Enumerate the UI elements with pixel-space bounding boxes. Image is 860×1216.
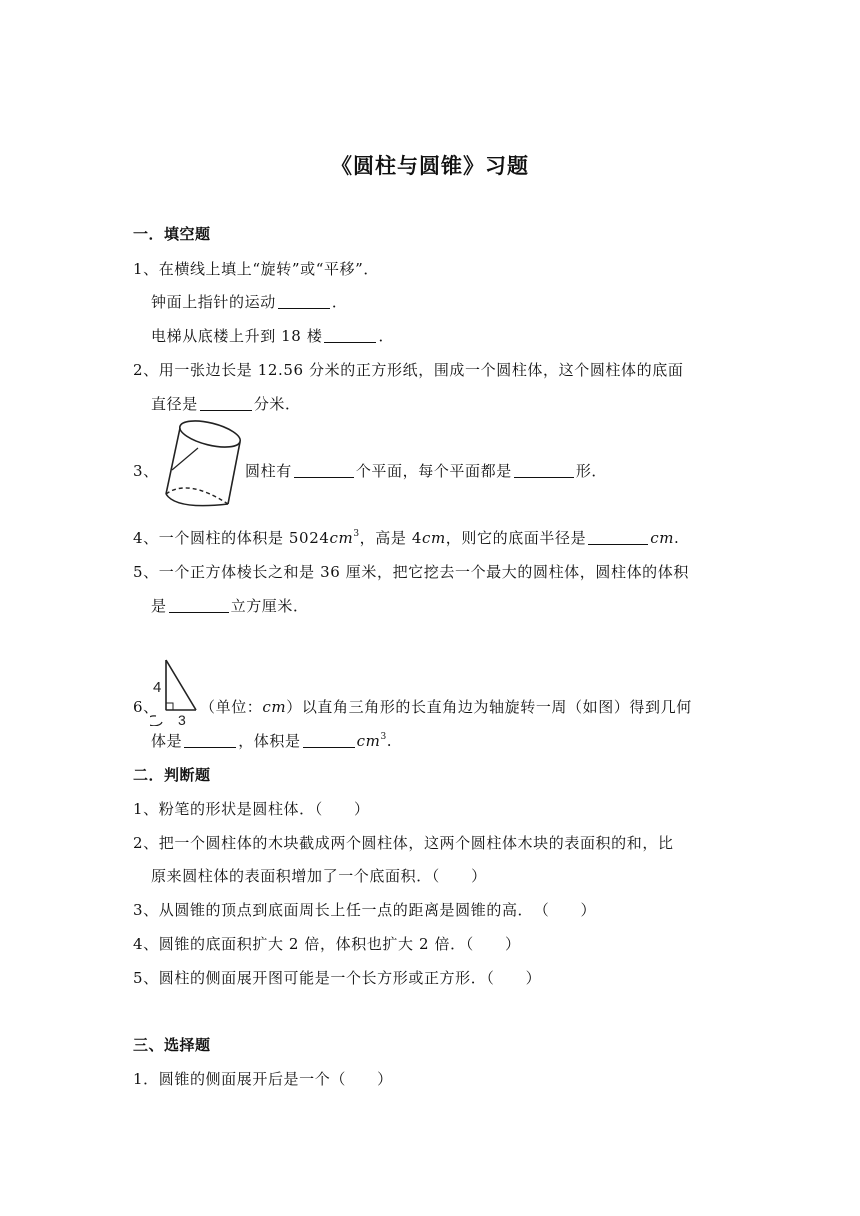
answer-blank[interactable] bbox=[324, 328, 376, 343]
triangle-height-label: 4 bbox=[153, 679, 162, 696]
question-text: 立方厘米． bbox=[230, 597, 309, 615]
unit: cm bbox=[329, 529, 354, 547]
judge-item-continued bbox=[151, 866, 487, 886]
question-text: ，则它的底面半径是 bbox=[445, 529, 587, 547]
question-number: 5、 bbox=[133, 969, 159, 987]
unit: cm bbox=[650, 529, 675, 547]
question-text: 从圆锥的顶点到底面周长上任一点的距离是圆锥的高． （ ） bbox=[158, 901, 597, 919]
question-number: 5、 bbox=[133, 563, 159, 581]
superscript: 3 bbox=[353, 529, 360, 539]
answer-blank[interactable] bbox=[514, 463, 574, 478]
question-number: 4、 bbox=[133, 935, 159, 953]
superscript: 3 bbox=[380, 732, 387, 742]
question-1-part-a bbox=[151, 292, 347, 312]
punctuation: ． bbox=[331, 293, 348, 311]
answer-blank[interactable] bbox=[588, 530, 648, 545]
punctuation: ． bbox=[378, 327, 395, 345]
question-number: 3、 bbox=[133, 462, 159, 480]
question-text: 圆柱有 bbox=[245, 462, 292, 480]
judge-item bbox=[133, 833, 674, 853]
question-text: （单位： bbox=[200, 698, 263, 716]
question-number: 6、 bbox=[133, 698, 159, 716]
question-number: 3、 bbox=[133, 901, 159, 919]
answer-blank[interactable] bbox=[303, 733, 355, 748]
question-number: 2、 bbox=[133, 834, 159, 852]
judge-item bbox=[133, 968, 541, 988]
page-title: 《圆柱与圆锥》习题 bbox=[331, 154, 529, 178]
answer-blank[interactable] bbox=[200, 396, 252, 411]
question-6-continued bbox=[151, 731, 392, 751]
question-6-number bbox=[133, 697, 159, 717]
section-heading-choice: 三、选择题 bbox=[133, 1036, 211, 1054]
question-3-text bbox=[245, 461, 607, 481]
answer-blank[interactable] bbox=[169, 598, 229, 613]
judge-item bbox=[133, 900, 596, 920]
question-text: 直径是 bbox=[151, 395, 198, 413]
part-text: 电梯从底楼上升到 18 楼 bbox=[151, 327, 323, 345]
question-text: 是 bbox=[151, 597, 167, 615]
question-number: 1． bbox=[133, 1070, 159, 1088]
question-2 bbox=[133, 360, 683, 380]
section-heading-fill: 一．填空题 bbox=[133, 225, 211, 243]
question-text: ，体积是 bbox=[238, 732, 301, 750]
question-text: 粉笔的形状是圆柱体．（ ） bbox=[158, 800, 370, 818]
judge-item bbox=[133, 934, 521, 954]
question-2-continued bbox=[151, 394, 301, 414]
question-text: 用一张边长是 12.56 分米的正方形纸，围成一个圆柱体，这个圆柱体的底面 bbox=[158, 361, 684, 379]
unit: cm bbox=[262, 698, 287, 716]
question-text: ）以直角三角形的长直角边为轴旋转一周（如图）得到几何 bbox=[286, 698, 692, 716]
question-6 bbox=[200, 697, 692, 717]
question-text: ，高是 4 bbox=[359, 529, 422, 547]
question-text: 原来圆柱体的表面积增加了一个底面积．（ ） bbox=[151, 867, 487, 885]
part-text: 钟面上指针的运动 bbox=[151, 293, 276, 311]
unit: cm bbox=[421, 529, 446, 547]
question-1-part-b bbox=[151, 326, 394, 346]
question-text: 一个圆柱的体积是 5024 bbox=[158, 529, 330, 547]
question-5 bbox=[133, 562, 689, 582]
question-text: 个平面，每个平面都是 bbox=[355, 462, 512, 480]
question-text: 形． bbox=[575, 462, 608, 480]
question-number: 1、 bbox=[133, 800, 159, 818]
answer-blank[interactable] bbox=[278, 294, 330, 309]
question-text: 圆柱的侧面展开图可能是一个长方形或正方形．（ ） bbox=[158, 969, 542, 987]
cylinder-figure bbox=[158, 418, 244, 512]
question-4 bbox=[133, 528, 679, 548]
question-3 bbox=[133, 461, 159, 481]
question-text: 在横线上填上“旋转”或“平移”． bbox=[158, 260, 380, 278]
question-text: 一个正方体棱长之和是 36 厘米，把它挖去一个最大的圆柱体，圆柱体的体积 bbox=[158, 563, 689, 581]
question-text: 把一个圆柱体的木块截成两个圆柱体，这两个圆柱体木块的表面积的和，比 bbox=[158, 834, 674, 852]
punctuation: . bbox=[386, 732, 393, 750]
judge-item bbox=[133, 799, 370, 819]
question-text: 圆锥的底面积扩大 2 倍，体积也扩大 2 倍．（ ） bbox=[158, 935, 521, 953]
question-text: 圆锥的侧面展开后是一个（ ） bbox=[158, 1070, 393, 1088]
section-heading-judge: 二．判断题 bbox=[133, 766, 211, 784]
question-number: 2、 bbox=[133, 361, 159, 379]
answer-blank[interactable] bbox=[184, 733, 236, 748]
unit: cm bbox=[356, 732, 381, 750]
question-text: 分米． bbox=[253, 395, 301, 413]
answer-blank[interactable] bbox=[294, 463, 354, 478]
question-number: 4、 bbox=[133, 529, 159, 547]
question-number: 1、 bbox=[133, 260, 159, 278]
question-5-continued bbox=[151, 596, 309, 616]
choice-item bbox=[133, 1069, 393, 1089]
punctuation: . bbox=[674, 529, 680, 547]
question-text: 体是 bbox=[151, 732, 183, 750]
triangle-base-label: 3 bbox=[178, 712, 186, 726]
question-1 bbox=[133, 259, 379, 279]
